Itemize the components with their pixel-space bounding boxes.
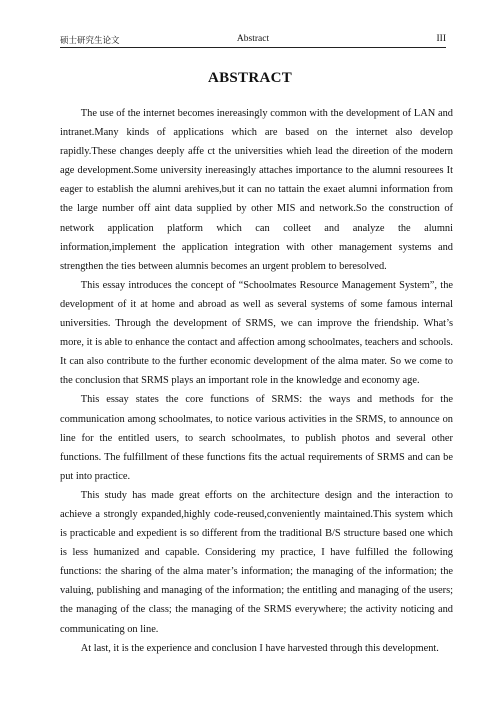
page-header xyxy=(60,33,446,48)
paragraph: At last, it is the experience and conclusion I have harvested through this development. xyxy=(80,642,439,654)
paragraph: The use of the internet becomes inereasingly common with the development of LAN and intranet.Many kinds of applications which are based on the internet also develop rapidly.These changes deeply affe ct the universities whieh lead the direetion of the modern age development.Some university inereasingly attaches importance to the alumni resourees It eager to establish the alumni arehives,but it can no tattain the exaet alumni information from the large number off aint data supplied by other MIS and network.So the construction of network application platform which can colleet and analyze the alumni information,implement the application integration with other management systems and strengthen the ties between alumnis becomes an urgent problem to beresolved. xyxy=(60,108,453,272)
abstract-body xyxy=(60,104,453,658)
paragraph: This study has made great efforts on the architecture design and the interaction to achieve a strongly expanded,highly code-reused,conveniently maintained.This system which is practicable and expedient is so different from the traditional B/S structure based one which is less humanized and capable. Considering my practice, I have fulfilled the following functions: the sharing of the alma mater’s information; the managing of the information; the valuing, publishing and managing of the information; the entitling and managing of the users; the managing of the class; the managing of the SRMS everywhere; the activity noticing and communicating on line. xyxy=(60,489,453,635)
header-thesis-label: 硕士研究生论文 xyxy=(60,36,120,46)
paragraph: This essay states the core functions of SRMS: the ways and methods for the communication among schoolmates, to notice various activities in the SRMS, to announce on line for the entitled users, to search schoolmates, to publish photos and several other functions. The fulfillment of these functions fits the actual requirements of SRMS and can be put into practice. xyxy=(60,394,453,482)
paragraph: This essay introduces the concept of “Schoolmates Resource Management System”, the development of it at home and abroad as well as several systems of some famous internal universities. Through the development of SRMS, we can improve the friendship. What’s more, it is able to enhance the contact and affection among schoolmates, teachers and schools. It can also contribute to the further economic development of the alma mater. So we come to the conclusion that SRMS plays an important role in the knowledge and economy age. xyxy=(60,279,453,387)
header-page-number: III xyxy=(436,34,446,44)
header-section-title: Abstract xyxy=(236,34,270,44)
abstract-title: ABSTRACT xyxy=(207,70,293,86)
